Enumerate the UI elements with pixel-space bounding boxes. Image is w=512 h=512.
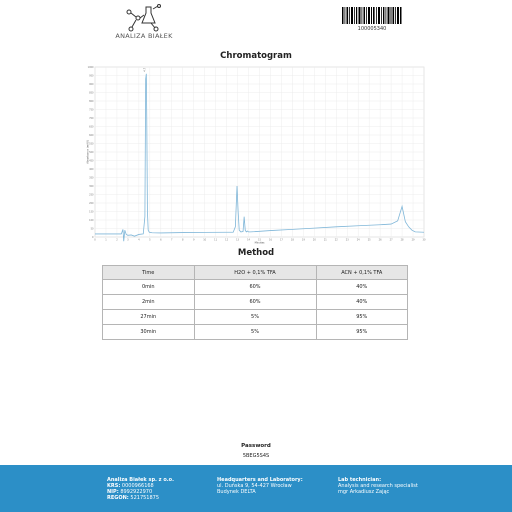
y-tick-label: 0 xyxy=(92,235,94,239)
footer-tech-info xyxy=(338,477,418,495)
footer-regon-value: 521751875 xyxy=(130,495,160,501)
x-tick-label: 7 xyxy=(171,238,173,242)
table-row xyxy=(103,295,408,310)
footer xyxy=(0,465,512,512)
cell-h2o: 60% xyxy=(194,280,316,295)
y-tick-label: 100 xyxy=(89,218,94,222)
table-row xyxy=(103,280,408,295)
y-tick-label: 450 xyxy=(89,159,94,163)
cell-acn: 95% xyxy=(316,310,408,325)
chromatogram-chart xyxy=(86,64,426,244)
barcode-number: 100005340 xyxy=(357,26,387,32)
x-tick-label: 29 xyxy=(411,238,415,242)
y-tick-label: 600 xyxy=(89,133,94,137)
x-tick-label: 21 xyxy=(323,238,327,242)
x-tick-label: 16 xyxy=(268,238,272,242)
cell-h2o: 5% xyxy=(194,310,316,325)
x-tick-label: 22 xyxy=(334,238,338,242)
y-tick-label: 500 xyxy=(89,150,94,154)
chromatogram-title: Chromatogram xyxy=(220,51,292,61)
cell-acn: 40% xyxy=(316,295,408,310)
x-tick-label: 0 xyxy=(94,238,96,242)
x-axis-label: Minutes xyxy=(254,241,265,244)
y-tick-label: 300 xyxy=(89,184,94,188)
table-header-row xyxy=(103,266,408,280)
y-tick-label: 700 xyxy=(89,116,94,120)
x-tick-label: 19 xyxy=(301,238,305,242)
molecule-logo-icon xyxy=(122,3,166,33)
y-tick-label: 850 xyxy=(89,91,94,95)
footer-company-info xyxy=(107,477,174,501)
footer-nip-label: NIP: xyxy=(107,489,119,495)
y-tick-label: 550 xyxy=(89,142,94,146)
y-tick-label: 400 xyxy=(89,167,94,171)
footer-krs-value: 0000966168 xyxy=(121,483,154,489)
cell-acn: 40% xyxy=(316,280,408,295)
footer-company-name: Analiza Białek sp. z o.o. xyxy=(107,477,174,483)
method-table xyxy=(102,265,408,340)
y-tick-label: 800 xyxy=(89,99,94,103)
y-tick-label: 200 xyxy=(89,201,94,205)
footer-regon xyxy=(107,495,174,501)
y-tick-label: 900 xyxy=(89,82,94,86)
x-tick-label: 4 xyxy=(138,238,140,242)
x-tick-label: 11 xyxy=(214,238,218,242)
x-tick-label: 28 xyxy=(400,238,404,242)
y-tick-label: 750 xyxy=(89,108,94,112)
footer-hq-line2: Budynek DELTA xyxy=(217,489,256,495)
footer-regon-label: REGON: xyxy=(107,495,129,501)
method-title: Method xyxy=(237,248,275,258)
x-tick-label: 17 xyxy=(279,238,283,242)
x-tick-label: 2 xyxy=(116,238,118,242)
barcode-icon xyxy=(342,7,402,24)
cell-h2o: 60% xyxy=(194,295,316,310)
y-tick-label: 250 xyxy=(89,193,94,197)
y-tick-label: 950 xyxy=(89,74,94,78)
footer-hq-title: Headquarters and Laboratory: xyxy=(217,477,303,483)
footer-tech-line2: mgr Arkadiusz Zając xyxy=(338,489,390,495)
x-tick-label: 23 xyxy=(345,238,349,242)
y-tick-label: 150 xyxy=(89,210,94,214)
cell-h2o: 5% xyxy=(194,325,316,340)
footer-hq-line1: ul. Duńska 9, 54-427 Wrocław xyxy=(217,483,292,489)
cell-time: 27min xyxy=(103,310,195,325)
y-tick-label: 350 xyxy=(89,176,94,180)
grid-lines xyxy=(95,67,424,237)
x-tick-label: 13 xyxy=(236,238,240,242)
company-logo-text: ANALIZA BIAŁEK xyxy=(115,32,173,40)
y-tick-label: 650 xyxy=(89,125,94,129)
y-axis-label: Absorbance (mAU) xyxy=(86,140,90,164)
chromatogram-svg xyxy=(86,64,426,244)
x-tick-label: 10 xyxy=(203,238,207,242)
footer-tech-title: Lab technician: xyxy=(338,477,382,483)
x-tick-label: 27 xyxy=(389,238,393,242)
y-tick-label: 1000 xyxy=(87,65,94,69)
footer-hq-info xyxy=(217,477,303,495)
x-tick-label: 18 xyxy=(290,238,294,242)
table-row xyxy=(103,325,408,340)
password-value: 5BEG5S4S xyxy=(242,453,270,459)
x-tick-label: 15 xyxy=(258,238,261,242)
x-tick-label: 12 xyxy=(225,238,229,242)
x-tick-label: 5 xyxy=(149,238,151,242)
y-tick-label: 50 xyxy=(90,227,94,231)
x-tick-label: 3 xyxy=(127,238,129,242)
x-tick-label: 24 xyxy=(356,238,360,242)
x-tick-label: 20 xyxy=(312,238,316,242)
peak-annotation: 4.7 xyxy=(143,67,147,72)
x-tick-label: 30 xyxy=(422,238,426,242)
cell-time: 0min xyxy=(103,280,195,295)
x-tick-label: 8 xyxy=(181,238,184,242)
x-tick-label: 25 xyxy=(367,238,371,242)
x-tick-label: 14 xyxy=(247,238,251,242)
table-row xyxy=(103,310,408,325)
x-tick-label: 9 xyxy=(192,238,195,242)
x-tick-label: 26 xyxy=(378,238,382,242)
cell-time: 30min xyxy=(103,325,195,340)
header-acn: ACN + 0,1% TFA xyxy=(316,266,408,280)
cell-time: 2min xyxy=(103,295,195,310)
x-tick-label: 6 xyxy=(160,238,162,242)
company-logo xyxy=(114,3,174,47)
cell-acn: 95% xyxy=(316,325,408,340)
footer-krs-label: KRS: xyxy=(107,483,121,489)
header-time: Time xyxy=(103,266,195,280)
x-tick-label: 1 xyxy=(105,238,107,242)
password-label: Password xyxy=(241,443,271,449)
footer-tech-line1: Analysis and research specialist xyxy=(338,483,418,489)
header-h2o: H2O + 0,1% TFA xyxy=(194,266,316,280)
footer-nip-value: 8992922970 xyxy=(120,489,153,495)
